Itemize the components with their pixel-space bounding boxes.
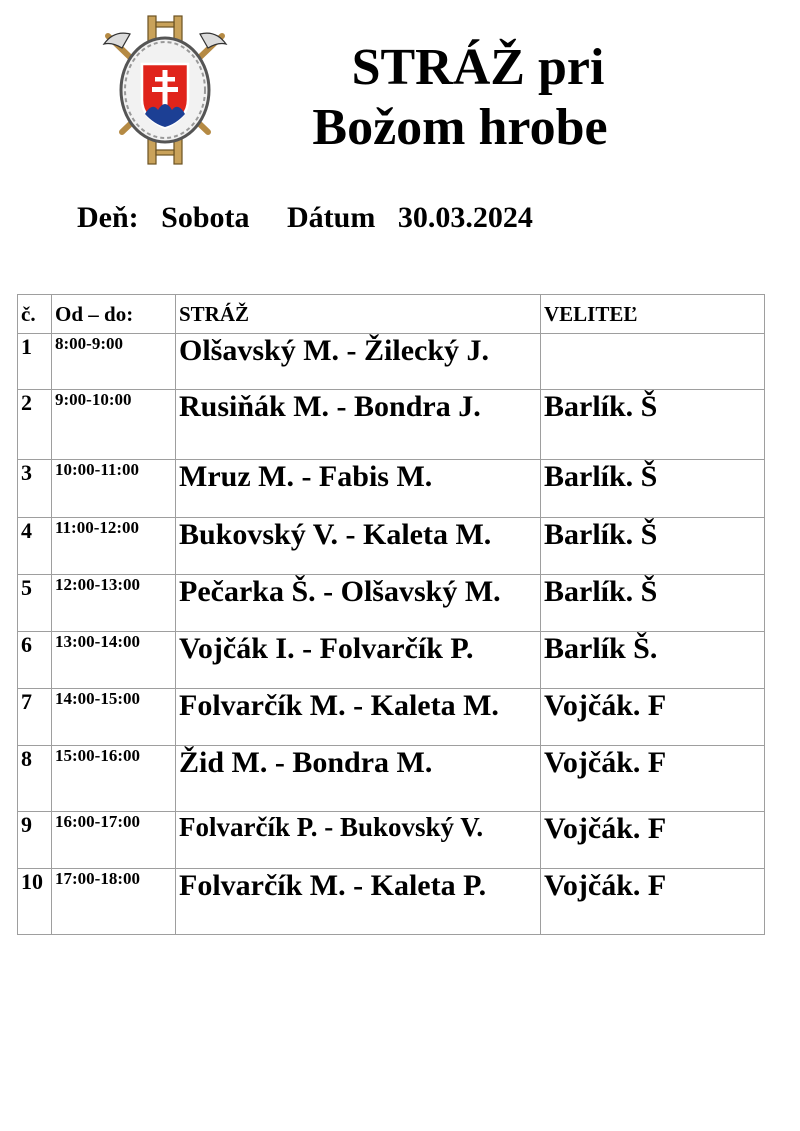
row-guard: Olšavský M. - Žilecký J. xyxy=(176,334,541,390)
table-row xyxy=(18,812,765,869)
row-time: 16:00-17:00 xyxy=(52,812,176,869)
row-time: 15:00-16:00 xyxy=(52,746,176,812)
table-row xyxy=(18,632,765,689)
row-time: 17:00-18:00 xyxy=(52,869,176,935)
row-time: 11:00-12:00 xyxy=(52,518,176,575)
date-label: Dátum xyxy=(287,201,376,234)
row-guard: Pečarka Š. - Olšavský M. xyxy=(176,575,541,632)
row-number: 3 xyxy=(18,460,52,518)
column-header-commander: VELITEĽ xyxy=(541,295,765,334)
row-guard: Bukovský V. - Kaleta M. xyxy=(176,518,541,575)
row-guard: Folvarčík P. - Bukovský V. xyxy=(176,812,541,869)
table-row xyxy=(18,575,765,632)
table-row xyxy=(18,334,765,390)
row-commander: Barlík. Š xyxy=(541,518,765,575)
row-commander: Barlík Š. xyxy=(541,632,765,689)
row-commander: Vojčák. F xyxy=(541,689,765,746)
row-time: 10:00-11:00 xyxy=(52,460,176,518)
page-title xyxy=(300,38,620,158)
row-number: 9 xyxy=(18,812,52,869)
row-commander: Barlík. Š xyxy=(541,460,765,518)
day-date-line xyxy=(77,198,533,238)
row-time: 12:00-13:00 xyxy=(52,575,176,632)
firefighter-emblem-icon xyxy=(100,14,230,166)
row-guard: Mruz M. - Fabis M. xyxy=(176,460,541,518)
guard-schedule-table xyxy=(17,294,765,935)
row-time: 9:00-10:00 xyxy=(52,390,176,460)
row-time: 14:00-15:00 xyxy=(52,689,176,746)
table-row xyxy=(18,746,765,812)
table-row xyxy=(18,518,765,575)
row-time: 13:00-14:00 xyxy=(52,632,176,689)
date-value: 30.03.2024 xyxy=(397,201,533,234)
row-guard: Vojčák I. - Folvarčík P. xyxy=(176,632,541,689)
row-commander: Barlík. Š xyxy=(541,390,765,460)
row-number: 6 xyxy=(18,632,52,689)
row-guard: Folvarčík M. - Kaleta P. xyxy=(176,869,541,935)
table-row xyxy=(18,869,765,935)
title-line-2: Božom hrobe xyxy=(312,99,608,156)
row-number: 8 xyxy=(18,746,52,812)
day-label: Deň: xyxy=(77,201,139,234)
table-row xyxy=(18,460,765,518)
row-number: 7 xyxy=(18,689,52,746)
row-guard: Folvarčík M. - Kaleta M. xyxy=(176,689,541,746)
column-header-guard: STRÁŽ xyxy=(176,295,541,334)
day-value: Sobota xyxy=(161,201,250,234)
column-header-time: Od – do: xyxy=(52,295,176,334)
row-number: 10 xyxy=(18,869,52,935)
slovak-coat-of-arms-icon xyxy=(142,64,188,128)
column-header-number: č. xyxy=(18,295,52,334)
row-number: 4 xyxy=(18,518,52,575)
row-guard: Rusiňák M. - Bondra J. xyxy=(176,390,541,460)
table-header-row xyxy=(18,295,765,334)
row-number: 2 xyxy=(18,390,52,460)
row-commander: Vojčák. F xyxy=(541,869,765,935)
row-commander xyxy=(541,334,765,390)
row-guard: Žid M. - Bondra M. xyxy=(176,746,541,812)
row-commander: Barlík. Š xyxy=(541,575,765,632)
row-number: 1 xyxy=(18,334,52,390)
row-time: 8:00-9:00 xyxy=(52,334,176,390)
table-row xyxy=(18,390,765,460)
row-commander: Vojčák. F xyxy=(541,812,765,869)
title-line-1: STRÁŽ pri xyxy=(351,39,605,96)
table-row xyxy=(18,689,765,746)
row-commander: Vojčák. F xyxy=(541,746,765,812)
row-number: 5 xyxy=(18,575,52,632)
